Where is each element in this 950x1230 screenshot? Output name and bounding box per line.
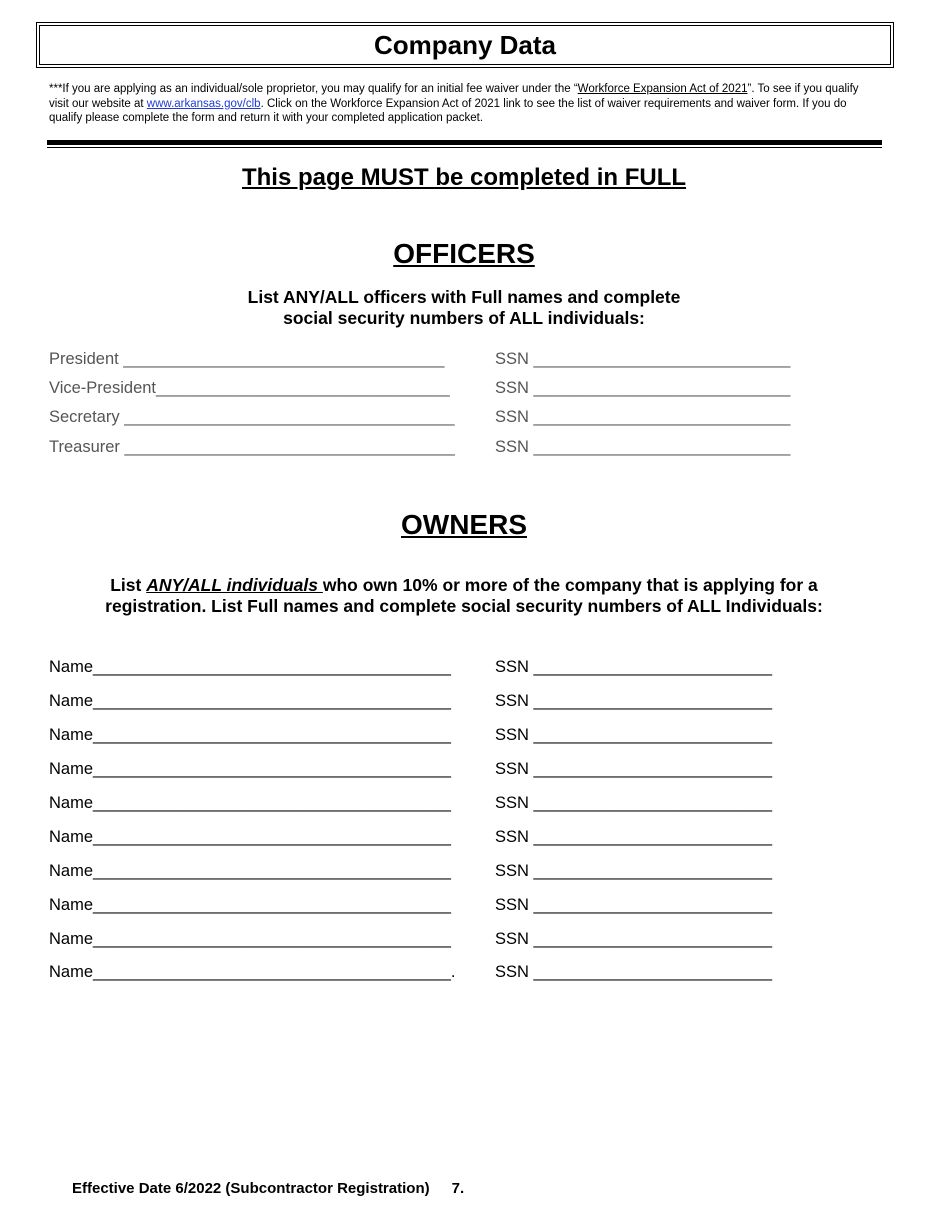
owner-row xyxy=(49,692,849,714)
officers-instruction-line1: List ANY/ALL officers with Full names and complete xyxy=(247,287,681,307)
owner-name-field[interactable]: Name_______________________________________ xyxy=(49,828,451,846)
officers-instruction-line2: social security numbers of ALL individuals: xyxy=(283,308,645,328)
president-field[interactable]: President ___________________________________ xyxy=(49,350,445,368)
owner-row xyxy=(49,862,849,884)
owners-instruction-post: who own 10% or more of the company that is applying for a xyxy=(322,575,818,595)
treasurer-field[interactable]: Treasurer ____________________________________ xyxy=(49,438,455,456)
president-ssn-field[interactable]: SSN ____________________________ xyxy=(495,350,791,368)
owner-row xyxy=(49,828,849,850)
owner-name-field[interactable]: Name_______________________________________ xyxy=(49,794,451,812)
owner-ssn-field[interactable]: SSN __________________________ xyxy=(495,862,773,880)
owner-ssn-field[interactable]: SSN __________________________ xyxy=(495,658,773,676)
owner-name-field[interactable]: Name_______________________________________. xyxy=(49,963,456,981)
owner-ssn-field[interactable]: SSN __________________________ xyxy=(495,963,773,981)
owner-name-field[interactable]: Name_______________________________________ xyxy=(49,692,451,710)
vice-president-field[interactable]: Vice-President________________________________ xyxy=(49,379,450,397)
owner-name-field[interactable]: Name_______________________________________ xyxy=(49,896,451,914)
owner-ssn-field[interactable]: SSN __________________________ xyxy=(495,794,773,812)
owner-ssn-field[interactable]: SSN __________________________ xyxy=(495,726,773,744)
owner-row xyxy=(49,930,849,952)
officer-row-treasurer xyxy=(49,438,849,460)
waiver-notice xyxy=(49,82,879,126)
owner-row xyxy=(49,760,849,782)
owner-row xyxy=(49,896,849,918)
website-link[interactable]: www.arkansas.gov/clb xyxy=(146,97,261,110)
officer-row-secretary xyxy=(49,408,849,430)
owner-name-field[interactable]: Name_______________________________________ xyxy=(49,930,451,948)
owner-row xyxy=(49,963,849,985)
owners-instruction-line1 xyxy=(0,575,928,596)
owner-name-field[interactable]: Name_______________________________________ xyxy=(49,760,451,778)
officer-row-president xyxy=(49,350,849,372)
page-title: Company Data xyxy=(373,29,557,60)
owners-instruction-pre: List xyxy=(110,575,147,595)
page-title-box xyxy=(36,22,894,68)
must-complete-heading: This page MUST be completed in FULL xyxy=(241,164,687,191)
treasurer-ssn-field[interactable]: SSN ____________________________ xyxy=(495,438,791,456)
owner-ssn-field[interactable]: SSN __________________________ xyxy=(495,760,773,778)
secretary-field[interactable]: Secretary ____________________________________ xyxy=(49,408,455,426)
owner-ssn-field[interactable]: SSN __________________________ xyxy=(495,828,773,846)
waiver-text-1: ***If you are applying as an individual/sole proprietor, you may qualify for an initial fee waiver under the “ xyxy=(49,83,578,95)
owner-ssn-field[interactable]: SSN __________________________ xyxy=(495,930,773,948)
owner-row xyxy=(49,658,849,680)
owners-instruction-emphasis: ANY/ALL individuals xyxy=(146,575,323,595)
owners-instruction xyxy=(0,575,928,617)
effective-date: Effective Date 6/2022 (Subcontractor Registration) xyxy=(72,1180,430,1197)
divider-thick xyxy=(47,140,882,145)
officer-row-vice-president xyxy=(49,379,849,401)
page-footer xyxy=(72,1180,464,1197)
owner-name-field[interactable]: Name_______________________________________ xyxy=(49,862,451,880)
waiver-text-3: . Click on the Workforce Expansion Act of 2021 link to see the list of waiver requirements and waiver form. If you do qualify please complete the form and return it with your completed application packet. xyxy=(49,97,847,124)
waiver-act-name: Workforce Expansion Act of 2021 xyxy=(577,83,748,95)
owner-ssn-field[interactable]: SSN __________________________ xyxy=(495,896,773,914)
owners-instruction-line2: registration. List Full names and complete social security numbers of ALL Individuals: xyxy=(105,596,823,616)
waiver-text-2: ”. To see if you qualify visit our website at xyxy=(49,83,859,110)
officers-instruction xyxy=(0,287,928,329)
owner-name-field[interactable]: Name_______________________________________ xyxy=(49,658,451,676)
page-number: 7. xyxy=(451,1180,465,1197)
secretary-ssn-field[interactable]: SSN ____________________________ xyxy=(495,408,791,426)
owner-row xyxy=(49,794,849,816)
owners-heading: OWNERS xyxy=(401,509,527,540)
owner-row xyxy=(49,726,849,748)
officers-heading: OFFICERS xyxy=(393,238,535,269)
owner-name-field[interactable]: Name_______________________________________ xyxy=(49,726,451,744)
owner-ssn-field[interactable]: SSN __________________________ xyxy=(495,692,773,710)
vice-president-ssn-field[interactable]: SSN ____________________________ xyxy=(495,379,791,397)
divider-thin xyxy=(47,147,882,148)
